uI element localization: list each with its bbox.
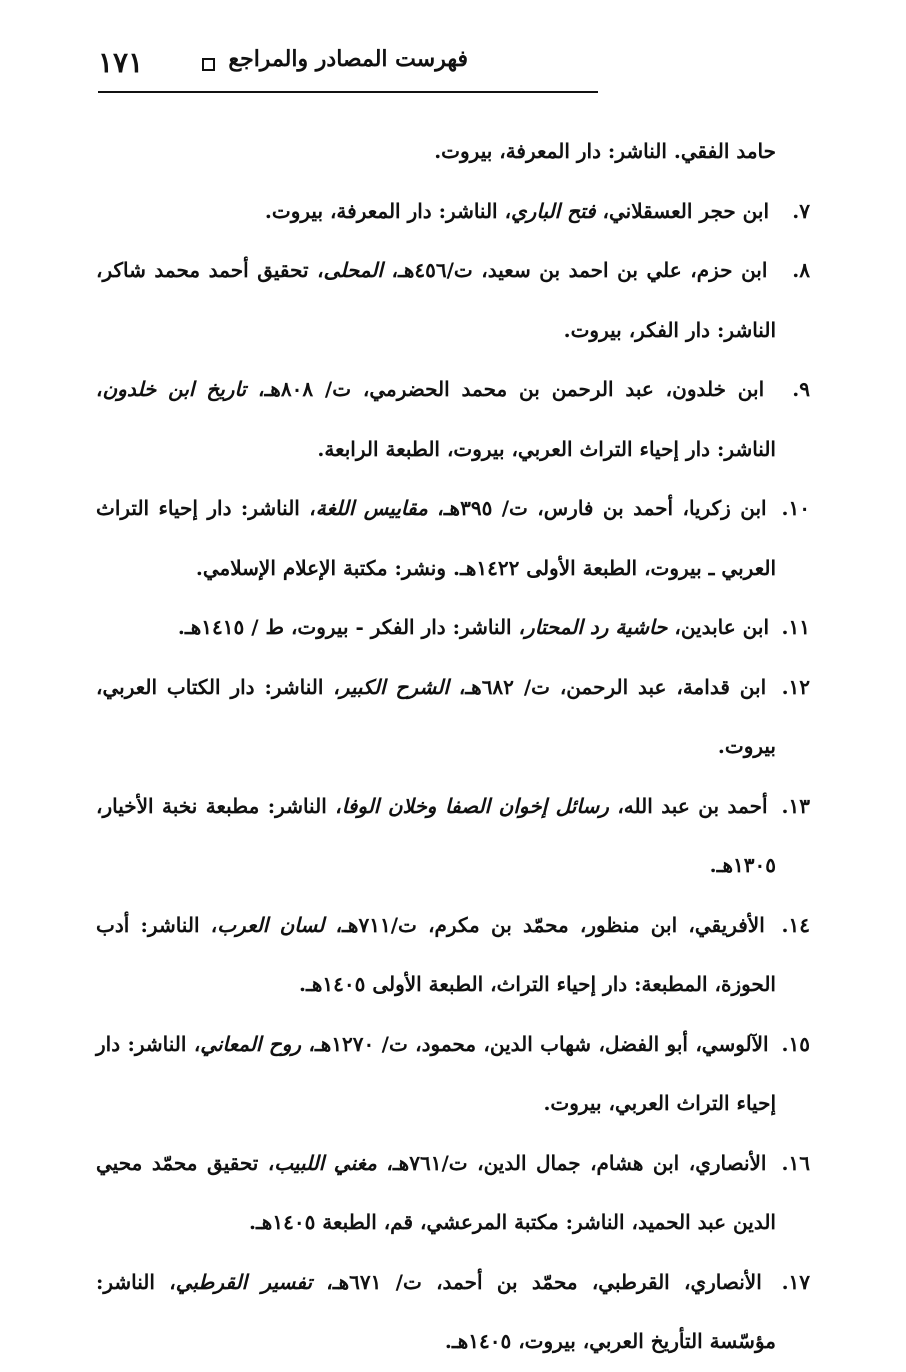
page-number: ١٧١ <box>98 46 144 79</box>
work-title: رسائل إخوان الصفا وخلان الوفا <box>341 793 609 818</box>
bibliography-entry <box>96 1134 810 1253</box>
entry-publication: ، الناشر: دار إحياء التراث العربي ـ بيروت، الطبعة الأولى ١٤٢٢هـ. ونشر: مكتبة الإعلام الإسلامي. <box>96 496 776 580</box>
work-title: مقاييس اللغة <box>315 496 428 520</box>
bibliography-entry <box>96 479 810 598</box>
entry-publication: ، الناشر: دار الفكر - بيروت، ط / ١٤١٥هـ. <box>177 615 526 639</box>
work-title: فتح الباري <box>511 198 596 223</box>
entry-number: ١٥. <box>781 1031 810 1056</box>
entry-publication: ، الناشر: أدب الحوزة، المطبعة: دار إحياء التراث، الطبعة الأولى ١٤٠٥هـ. <box>96 912 776 996</box>
bibliography-list <box>96 122 810 1372</box>
entry-publication: ، الناشر: دار إحياء التراث العربي، بيروت. <box>96 1031 776 1115</box>
work-title: لسان العرب <box>217 912 325 937</box>
work-title: روح المعاني <box>200 1031 302 1056</box>
entry-publication: ، الناشر: مطبعة نخبة الأخيار، ١٣٠٥هـ. <box>96 793 776 877</box>
entry-publication: ، الناشر: دار إحياء التراث العربي، بيروت، الطبعة الرابعة. <box>96 377 776 461</box>
bibliography-entry <box>96 1253 810 1372</box>
entry-text: ابن خلدون، عبد الرحمن بن محمد الحضرمي، ت/ ٨٠٨هـ، <box>246 377 765 401</box>
work-title: المحلى <box>323 258 383 282</box>
entry-publication: ، تحقيق أحمد محمد شاكر، الناشر: دار الفكر، بيروت. <box>96 258 776 342</box>
entry-number: ٧. <box>792 198 810 223</box>
entry-text: ابن عابدين، <box>667 615 770 639</box>
entry-number: ١١. <box>781 615 810 639</box>
entry-text: حامد الفقي. الناشر: دار المعرفة، بيروت. <box>434 139 776 163</box>
entry-text: ابن حزم، علي بن احمد بن سعيد، ت/٤٥٦هـ، <box>382 258 768 282</box>
work-title: مغني اللبيب <box>274 1150 377 1175</box>
entry-number: ١٠. <box>781 496 810 520</box>
bibliography-entry <box>96 122 810 182</box>
entry-text: أحمد بن عبد الله، <box>608 793 768 818</box>
header-rule <box>98 91 598 93</box>
entry-number: ٩. <box>792 377 811 401</box>
square-ornament-icon <box>202 58 215 71</box>
work-title: الشرح الكبير <box>339 674 449 699</box>
work-title: حاشية رد المحتار <box>525 615 668 639</box>
entry-text: الأنصاري، ابن هشام، جمال الدين، ت/٧٦١هـ، <box>376 1150 767 1175</box>
entry-number: ١٢. <box>781 674 811 699</box>
entry-publication: ، الناشر: دار المعرفة، بيروت. <box>264 198 512 223</box>
work-title: تاريخ ابن خلدون <box>102 377 247 401</box>
work-title: تفسير القرطبي <box>175 1269 313 1294</box>
entry-text: ابن قدامة، عبد الرحمن، ت/ ٦٨٢هـ، <box>448 674 767 699</box>
entry-number: ١٦. <box>781 1150 810 1175</box>
bibliography-entry <box>96 360 810 479</box>
entry-publication: ، تحقيق محمّد محيي الدين عبد الحميد، الناشر: مكتبة المرعشي، قم، الطبعة ١٤٠٥هـ. <box>96 1150 776 1234</box>
bibliography-entry <box>96 182 810 242</box>
bibliography-entry <box>96 598 810 658</box>
entry-text: الآلوسي، أبو الفضل، شهاب الدين، محمود، ت/ ١٢٧٠هـ، <box>301 1031 769 1056</box>
bibliography-entry <box>96 777 810 896</box>
page-header <box>98 40 598 92</box>
running-title: فهرست المصادر والمراجع <box>228 46 468 72</box>
entry-text: الأفريقي، ابن منظور، محمّد بن مكرم، ت/٧١١هـ، <box>324 912 765 937</box>
entry-number: ١٤. <box>781 912 810 937</box>
entry-number: ٨. <box>792 258 810 282</box>
entry-publication: ، الناشر: دار الكتاب العربي، بيروت. <box>96 674 776 758</box>
bibliography-entry <box>96 1015 810 1134</box>
entry-publication: ، الناشر: مؤسّسة التأريخ العربي، بيروت، ١٤٠٥هـ. <box>96 1269 776 1353</box>
entry-number: ١٧. <box>781 1269 811 1294</box>
entry-text: الأنصاري، القرطبي، محمّد بن أحمد، ت/ ٦٧١هـ، <box>312 1269 762 1294</box>
entry-text: ابن زكريا، أحمد بن فارس، ت/ ٣٩٥هـ، <box>427 496 767 520</box>
entry-text: ابن حجر العسقلاني، <box>595 198 770 223</box>
bibliography-entry <box>96 658 810 777</box>
bibliography-entry <box>96 896 810 1015</box>
entry-number: ١٣. <box>781 793 810 818</box>
bibliography-entry <box>96 241 810 360</box>
